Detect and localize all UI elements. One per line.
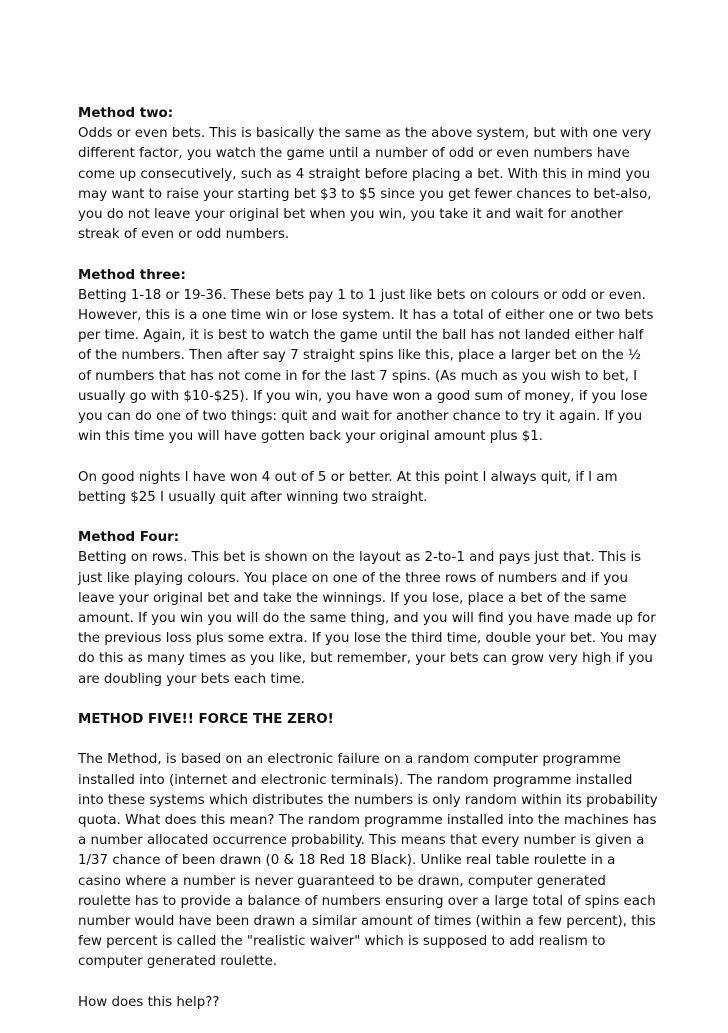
method-five-heading: METHOD FIVE!! FORCE THE ZERO! xyxy=(78,712,334,728)
method-three-heading: Method three: xyxy=(78,267,186,283)
method-four-heading: Method Four: xyxy=(78,530,180,546)
good-nights-paragraph: On good nights I have won 4 out of 5 or better. At this point I always quit, if I am betting $25 I usually quit after winning two straight. xyxy=(78,469,618,505)
how-does-this-help-paragraph: How does this help?? xyxy=(78,994,220,1010)
method-three-paragraph: Betting 1-18 or 19-36. These bets pay 1 to 1 just like bets on colours or odd or even. However, this is a one time win or lose system. It has a total of either one or two bets per time. Again, it is best to watch the game until the ball has not landed either half of the numbers. Then after say 7 straight spins like this, place a larger bet on the ½ of numbers that has not come in for the last 7 spins. (As much as you wish to bet, I usually go with $10-$25). If you win, you have won a good sum of money, if you lose you can do one of two things: quit and wait for another chance to try it again. If you win this time you will have gotten back your original amount plus $1. xyxy=(78,287,654,445)
method-two-heading: Method two: xyxy=(78,106,174,121)
method-five-paragraph: The Method, is based on an electronic failure on a random computer programme installed into (internet and electronic terminals). The random programme installed into these systems which distributes the numbers is only random within its probability quota. What does this mean? The random programme installed into the machines has a number allocated occurrence probability. This means that every number is given a 1/37 chance of been drawn (0 & 18 Red 18 Black). Unlike real table roulette in a casino where a number is never guaranteed to be drawn, computer generated roulette has to provide a balance of numbers ensuring over a large total of spins each number would have been drawn a similar amount of times (within a few percent), this few percent is called the "realistic waiver" which is supposed to add realism to computer generated roulette. xyxy=(78,752,658,970)
spacer xyxy=(78,730,658,750)
method-two-paragraph: Odds or even bets. This is basically the same as the above system, but with one very different factor, you watch the game until a number of odd or even numbers have come up consecutively, such as 4 straight before placing a bet. With this in mind you may want to raise your starting bet $3 to $5 since you get fewer chances to bet-also, you do not leave your original bet when you win, you take it and wait for another streak of even or odd numbers. xyxy=(78,126,652,243)
document-page xyxy=(78,104,658,1033)
method-four-paragraph: Betting on rows. This bet is shown on the layout as 2-to-1 and pays just that. This is just like playing colours. You place on one of the three rows of numbers and if you leave your original bet and take the winnings. If you lose, place a bet of the same amount. If you win you will do the same thing, and you will find you have made up for the previous loss plus some extra. If you lose the third time, double your bet. You may do this as many times as you like, but remember, your bets can grow very high if you are doubling your bets each time. xyxy=(78,550,657,687)
